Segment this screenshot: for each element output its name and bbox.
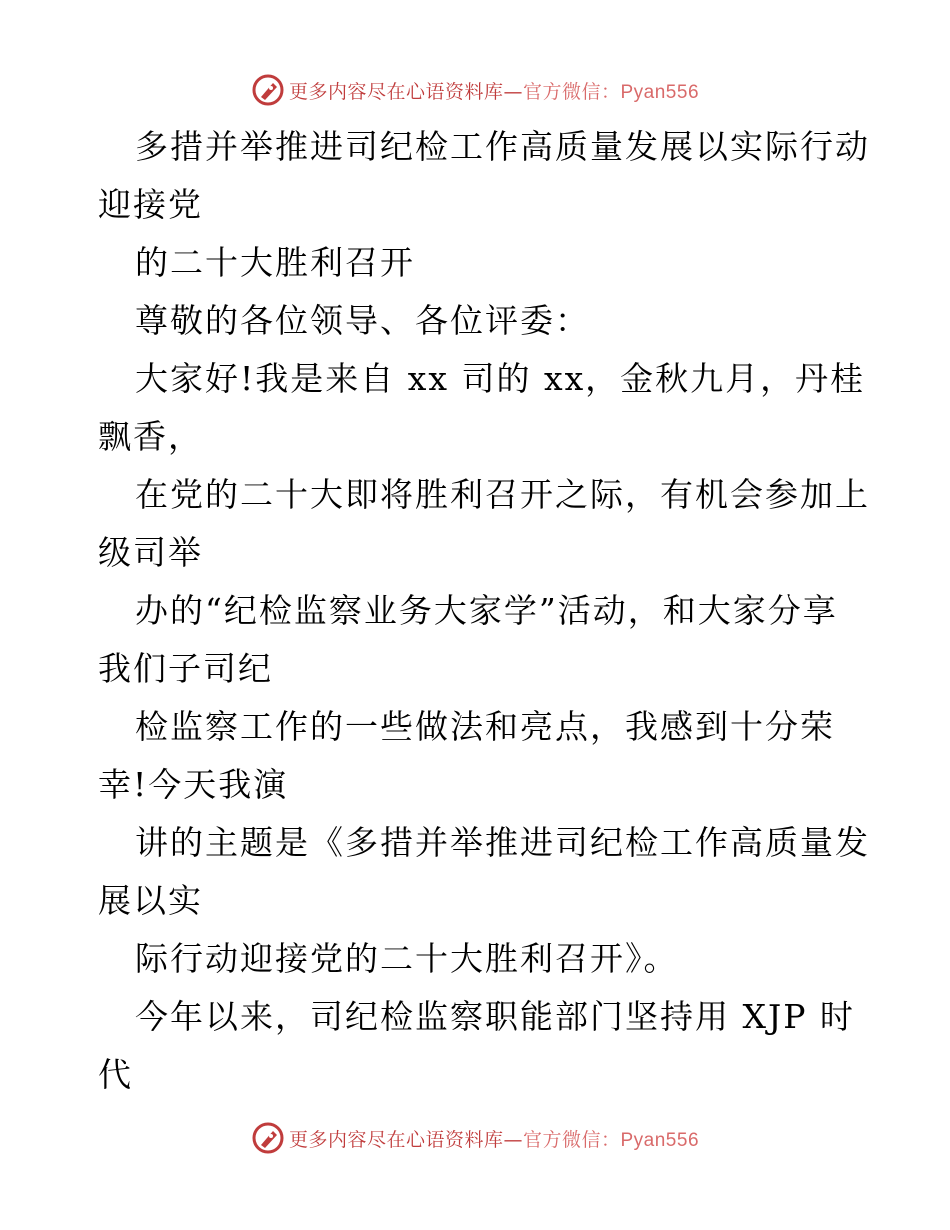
footer-banner-separator: — <box>503 1128 523 1151</box>
body-text-line: 代 <box>98 1055 133 1094</box>
body-text-line: 飘香， <box>98 417 203 456</box>
header-banner-text <box>289 77 699 104</box>
body-text-line: 幸!今天我演 <box>98 765 289 804</box>
pen-nib-logo-icon <box>251 73 285 107</box>
footer-banner <box>0 1118 950 1158</box>
header-banner-separator: — <box>503 80 523 103</box>
body-text-line: 大家好!我是来自 xx 司的 xx，金秋九月，丹桂 <box>135 359 866 398</box>
header-banner-wechat: 官方微信：Pyan556 <box>523 81 700 103</box>
body-text-line: 迎接党 <box>98 185 203 224</box>
body-text-line: 际行动迎接党的二十大胜利召开》。 <box>135 939 679 978</box>
body-text-line: 我们子司纪 <box>98 649 273 688</box>
body-text-line: 今年以来，司纪检监察职能部门坚持用 XJP 时 <box>135 997 855 1036</box>
footer-banner-text <box>289 1125 699 1152</box>
body-text-line: 展以实 <box>98 881 203 920</box>
body-text-line: 在党的二十大即将胜利召开之际，有机会参加上 <box>135 475 870 514</box>
body-text-line: 办的“纪检监察业务大家学”活动，和大家分享 <box>135 591 838 630</box>
header-banner <box>0 70 950 110</box>
body-text-line: 级司举 <box>98 533 203 572</box>
pen-nib-logo-icon <box>251 1121 285 1155</box>
document-body <box>98 118 868 1104</box>
header-banner-main: 更多内容尽在心语资料库 <box>288 80 504 103</box>
body-text-line: 尊敬的各位领导、各位评委： <box>135 301 590 340</box>
footer-banner-main: 更多内容尽在心语资料库 <box>288 1128 504 1151</box>
body-text-line: 检监察工作的一些做法和亮点，我感到十分荣 <box>135 707 835 746</box>
body-text-line: 讲的主题是《多措并举推进司纪检工作高质量发 <box>135 823 870 862</box>
footer-banner-wechat: 官方微信：Pyan556 <box>523 1129 700 1151</box>
body-text-line: 的二十大胜利召开 <box>135 243 415 282</box>
body-text-line: 多措并举推进司纪检工作高质量发展以实际行动 <box>135 127 870 166</box>
